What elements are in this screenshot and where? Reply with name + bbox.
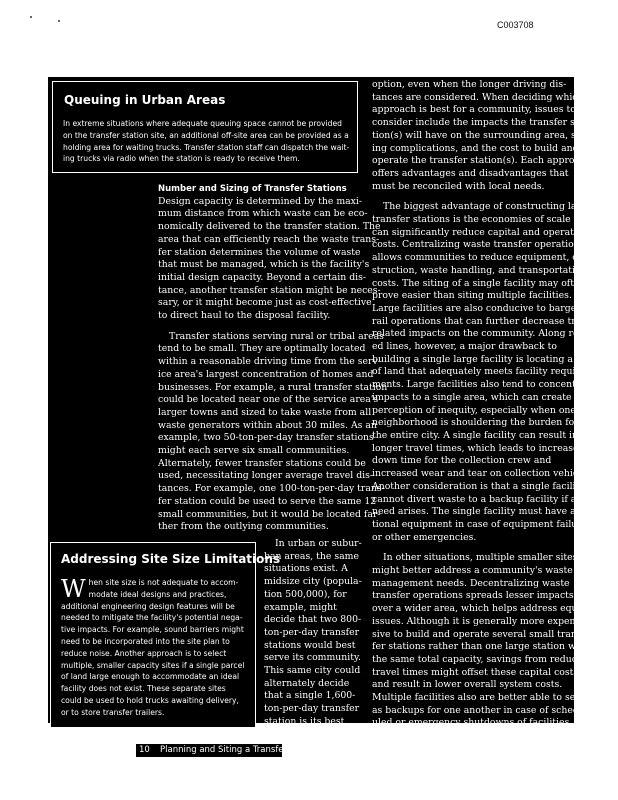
text-line: larger towns and sized to take waste from all (158, 406, 372, 418)
page-number: 10 (139, 745, 150, 755)
text-line: situations exist. A (264, 563, 348, 575)
text-line: waste generators within about 30 miles. As an (158, 419, 377, 431)
text-line: Design capacity is determined by the maxi- (158, 195, 363, 207)
text-line: costs. The siting of a single facility may often (372, 277, 586, 289)
sidebar-line: of land large enough to accommodate an ideal (61, 672, 240, 682)
text-line: ban areas, the same (264, 550, 359, 562)
paragraph (372, 201, 600, 544)
text-line: sary, or it might become just as cost-effective (158, 297, 372, 309)
text-line: The biggest advantage of constructing large (383, 201, 593, 213)
text-line: costs. Centralizing waste transfer operations (372, 239, 585, 251)
text-line: Alternately, fewer transfer stations could be (158, 457, 366, 469)
footer-title: Planning and Siting a Transfer Station (160, 745, 320, 755)
text-line: offers advantages and disadvantages that (372, 167, 569, 179)
sidebar-line: holding area for waiting trucks. Transfer station staff can dispatch the wait- (63, 142, 350, 152)
text-line: must be reconciled with local needs. (372, 180, 545, 192)
text-line: down time for the collection crew and (372, 455, 552, 467)
text-line: sive to build and operate several small trans- (372, 628, 585, 640)
text-line: the entire city. A single facility can result in (372, 429, 578, 441)
sidebar-site-size-title: Addressing Site Size Limitations (61, 552, 281, 566)
paragraph (158, 330, 388, 534)
sidebar-line: needed to mitigate the facility's potential nega- (61, 613, 243, 623)
scan-speck (58, 20, 60, 22)
text-line: Transfer stations serving rural or tribal areas (169, 330, 384, 342)
text-line: allows communities to reduce equipment, con- (372, 252, 593, 264)
text-line: or other emergencies. (372, 531, 477, 543)
sidebar-queuing-box (52, 81, 358, 173)
text-line: building a single large facility is locating a tract (372, 353, 599, 365)
sidebar-line: or to store transfer trailers. (61, 707, 165, 717)
sidebar-line: on the transfer station site, an additional off-site area can be provided as a (63, 130, 349, 140)
text-line: transfer operations spreads lesser impacts (372, 590, 574, 602)
text-line: consider include the impacts the transfer sta- (372, 117, 588, 129)
text-line: uled or emergency shutdowns of facilities. The (372, 717, 593, 729)
text-line: In urban or subur- (275, 538, 362, 549)
paragraph (372, 552, 593, 730)
text-line: increased wear and tear on collection vehicles. (372, 468, 595, 480)
text-line: approach is best for a community, issues to (372, 104, 576, 116)
text-line: cannot divert waste to a backup facility if a (372, 493, 577, 505)
text-line: In other situations, multiple smaller sites (383, 552, 578, 564)
text-line: related impacts on the community. Along relat- (372, 328, 594, 340)
text-line: neighborhood is shouldering the burden for (372, 417, 579, 429)
text-line: station is its best (264, 715, 345, 727)
right-column (372, 79, 600, 730)
text-line: tances. For example, one 100-ton-per-day trans- (158, 483, 385, 495)
scan-speck (30, 16, 32, 18)
text-line: decide that two 800- (264, 614, 362, 626)
text-line: struction, waste handling, and transportation (372, 264, 587, 276)
text-line: stations would best (264, 639, 356, 651)
text-line: and result in lower overall system costs. (372, 679, 563, 691)
text-line: fer stations rather than one large station with (372, 641, 589, 653)
text-line: the same total capacity, savings from reduced (372, 653, 589, 665)
text-line: nomically delivered to the transfer station. The (158, 221, 381, 233)
text-line: longer travel times, which leads to increased (372, 442, 585, 454)
text-line: prove easier than siting multiple facilities. (372, 290, 572, 302)
sidebar-line: additional engineering design features will be (61, 601, 235, 611)
text-line: ing complications, and the cost to build and (372, 142, 579, 154)
document-id: C003708 (497, 20, 534, 30)
text-line: example, two 50-ton-per-day transfer stations (158, 432, 374, 444)
text-line: alternately decide (264, 677, 350, 689)
paragraph (158, 195, 381, 323)
text-line: might each serve six small communities. (158, 445, 350, 457)
sidebar-line: multiple, smaller capacity sites if a single parcel (61, 660, 245, 670)
sidebar-site-size-body (61, 577, 244, 719)
text-line: fer station could be used to serve the same 12 (158, 495, 377, 507)
text-line: tend to be small. They are optimally located (158, 343, 366, 355)
text-line: Multiple facilities also are better able to serve (372, 692, 591, 704)
text-line: example, might (264, 601, 337, 613)
text-line: over a wider area, which helps address equity (372, 603, 590, 615)
text-line: need arises. The single facility must have addi- (372, 506, 594, 518)
text-line: tion(s) will have on the surrounding area, sit- (372, 129, 586, 141)
text-line: tion 500,000), for (264, 588, 347, 600)
text-line: within a reasonable driving time from the serv- (158, 356, 381, 368)
sidebar-line: ing trucks via radio when the station is ready to receive them. (63, 154, 300, 164)
text-line: management needs. Decentralizing waste (372, 577, 570, 589)
text-line: perception of inequity, especially when one (372, 404, 576, 416)
text-line: Another consideration is that a single facility (372, 480, 585, 492)
sidebar-line: tive impacts. For example, sound barriers might (61, 625, 244, 635)
sidebar-line: In extreme situations where adequate queuing space cannot be provided (63, 119, 342, 128)
text-line: businesses. For example, a rural transfer station (158, 381, 388, 393)
drop-cap: W (61, 575, 86, 603)
text-line: option, even when the longer driving dis- (372, 79, 567, 90)
text-line: mum distance from which waste can be eco- (158, 208, 368, 220)
narrow-column (264, 538, 364, 729)
text-line: might better address a community's waste (372, 565, 573, 577)
text-line: operate the transfer station(s). Each approach (372, 155, 592, 167)
text-line: ed lines, however, a major drawback to (372, 341, 557, 353)
text-line: impacts to a single area, which can create the (372, 391, 590, 403)
text-line: ther from the outlying communities. (158, 521, 329, 533)
text-line: tances are considered. When deciding which (372, 91, 584, 103)
sidebar-line: need to be incorporated into the site plan to (61, 636, 230, 646)
sidebar-line: hen site size is not adequate to accom- (88, 578, 239, 587)
text-line: Large facilities are also conducive to barge or (372, 302, 590, 314)
text-line: can significantly reduce capital and operational (372, 226, 597, 238)
sidebar-line: reduce noise. Another approach is to select (61, 648, 227, 658)
text-line: tional equipment in case of equipment failure (372, 518, 588, 530)
sidebar-site-size-box (50, 542, 281, 728)
text-line: of land that adequately meets facility require- (372, 366, 589, 378)
sidebar-line: could be used to hold trucks awaiting delivery, (61, 695, 239, 705)
text-line: tance, another transfer station might be neces- (158, 284, 381, 296)
text-line: ton-per-day transfer (264, 703, 360, 715)
text-line: that must be managed, which is the facility's (158, 259, 370, 271)
text-line: transfer stations is the economies of scale that (372, 214, 593, 226)
paragraph (372, 79, 592, 193)
section-heading: Number and Sizing of Transfer Stations (158, 184, 347, 194)
middle-column (158, 183, 388, 534)
text-line: fer station determines the volume of waste (158, 246, 361, 258)
text-line: used, necessitating longer average travel dis- (158, 470, 374, 482)
text-line: ton-per-day transfer (264, 626, 360, 638)
text-line: ments. Large facilities also tend to concentrate (372, 379, 596, 391)
sidebar-queuing-title: Queuing in Urban Areas (64, 93, 226, 107)
text-line: small communities, but it would be located far- (158, 508, 381, 520)
text-line: that a single 1,600- (264, 690, 356, 702)
sidebar-line: facility does not exist. These separate sites (61, 684, 226, 694)
text-line: initial design capacity. Beyond a certain dis- (158, 271, 367, 283)
sidebar-queuing-body (63, 118, 349, 165)
text-line: serve its community. (264, 652, 361, 664)
text-line: travel times might offset these capital costs (372, 666, 579, 678)
text-line: rail operations that can further decrease traffic- (372, 315, 600, 327)
text-line: ice area's largest concentration of homes and (158, 368, 374, 380)
text-line: to direct haul to the disposal facility. (158, 310, 331, 322)
text-line: area that can efficiently reach the waste trans- (158, 233, 380, 245)
sidebar-line: modate ideal designs and practices, (88, 589, 227, 599)
text-line: issues. Although it is generally more expen- (372, 615, 579, 627)
text-line: as backups for one another in case of sched- (372, 704, 582, 716)
text-line: This same city could (264, 665, 361, 677)
text-line: could be located near one of the service area's (158, 394, 379, 406)
text-line: midsize city (popula- (264, 576, 362, 588)
